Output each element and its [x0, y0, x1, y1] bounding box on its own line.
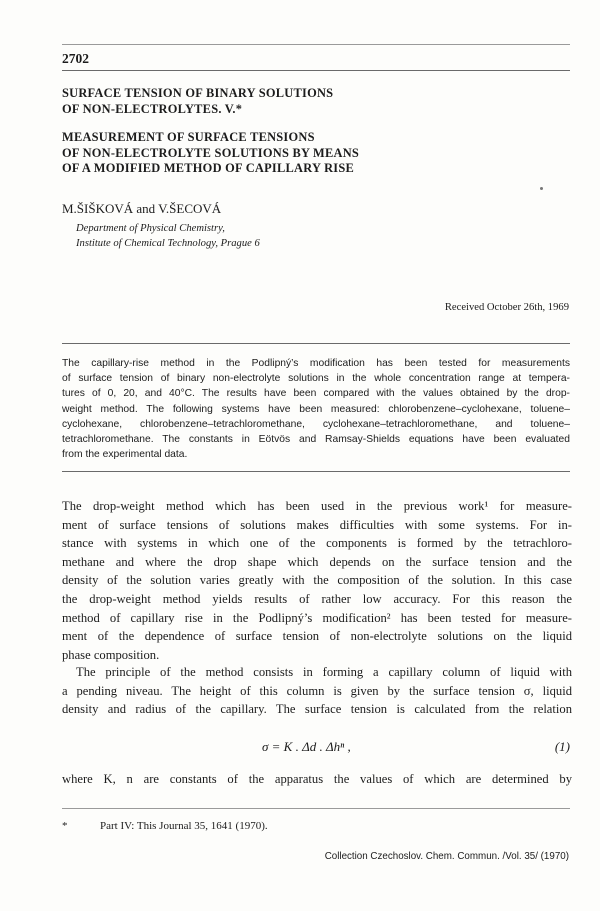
page-number: 2702	[62, 51, 89, 66]
body-line: ment of the dependence of surface tension of non-electrolyte solutions on the liquid	[62, 629, 572, 644]
journal-citation: Collection Czechoslov. Chem. Commun. /Vol. 35/ (1970)	[324, 851, 569, 862]
article-title	[62, 86, 333, 117]
header-rule	[62, 70, 570, 71]
body-line: method of capillary rise in the Podlipný’s modification² has been tested for measure-	[62, 610, 572, 625]
received-date: Received October 26th, 1969	[444, 302, 569, 313]
abstract-line: tetrachloromethane. The constants in Eötvös and Ramsay-Shields equations have been evaluated	[62, 434, 570, 446]
abstract-line: tures of 0, 20, and 40°C. The results have been compared with the values obtained by the drop-	[62, 388, 570, 400]
body-line: the drop-weight method yields results of rather low accuracy. For this reason the	[62, 591, 572, 606]
body-line: phase composition.	[62, 647, 160, 662]
body-line: methane and where the drop shape which depends on the surface tension and the	[62, 554, 572, 569]
equation: σ = K . Δd . Δhⁿ ,	[262, 739, 351, 754]
body-line: The drop-weight method which has been used in the previous work¹ for measure-	[62, 499, 572, 513]
body-paragraph-3	[62, 772, 572, 787]
body-line: stance with systems in which one of the components is formed by the tetrachloro-	[62, 536, 572, 551]
subtitle-line: OF A MODIFIED METHOD OF CAPILLARY RISE	[62, 161, 355, 175]
abstract-top-rule	[62, 343, 570, 344]
footnote-mark: *	[62, 820, 68, 832]
print-speck	[540, 187, 543, 190]
title-line: OF NON-ELECTROLYTES. V.*	[62, 101, 243, 116]
footnote-text: Part IV: This Journal 35, 1641 (1970).	[100, 820, 268, 832]
body-paragraph-2	[62, 663, 572, 719]
abstract-line: from the experimental data.	[62, 449, 188, 461]
affiliation-line: Department of Physical Chemistry,	[76, 223, 225, 234]
body-line: a pending niveau. The height of this column is given by the surface tension σ, liquid	[62, 683, 572, 698]
affiliation	[76, 221, 260, 251]
abstract-line: cyclohexane, chlorobenzene–tetrachloromethane, cyclohexane–tetrachloromethane, and toluene–	[62, 418, 570, 430]
body-line: density and radius of the capillary. The surface tension is calculated from the relation	[62, 702, 572, 717]
affiliation-line: Institute of Chemical Technology, Prague 6	[76, 238, 260, 249]
article-subtitle	[62, 130, 359, 177]
abstract	[62, 356, 570, 462]
body-paragraph-1	[62, 497, 572, 664]
body-line: ment of surface tensions of solutions makes difficulties with some systems. For in-	[62, 517, 572, 532]
subtitle-line: MEASUREMENT OF SURFACE TENSIONS	[62, 130, 315, 144]
abstract-line: The capillary-rise method in the Podlipný’s modification has been tested for measurements	[62, 358, 570, 369]
abstract-line: of surface tension of binary non-electrolyte solutions in the whole concentration range at tempera-	[62, 373, 570, 385]
authors: M.ŠIŠKOVÁ and V.ŠECOVÁ	[62, 201, 222, 216]
footnote-rule	[62, 808, 570, 809]
equation-number: (1)	[554, 739, 570, 754]
abstract-line: weight method. The following systems have been measured: chlorobenzene–cyclohexane, toluene–	[62, 403, 570, 415]
top-rule	[62, 44, 570, 45]
body-line: where K, n are constants of the apparatus the values of which are determined by	[62, 772, 572, 786]
title-line: SURFACE TENSION OF BINARY SOLUTIONS	[62, 86, 334, 100]
body-line: density of the solution varies greatly with the composition of the solution. In this case	[62, 573, 572, 588]
subtitle-line: OF NON-ELECTROLYTE SOLUTIONS BY MEANS	[62, 145, 360, 160]
footnote	[62, 820, 268, 832]
body-line: The principle of the method consists in forming a capillary column of liquid with	[76, 665, 572, 679]
abstract-bottom-rule	[62, 471, 570, 472]
